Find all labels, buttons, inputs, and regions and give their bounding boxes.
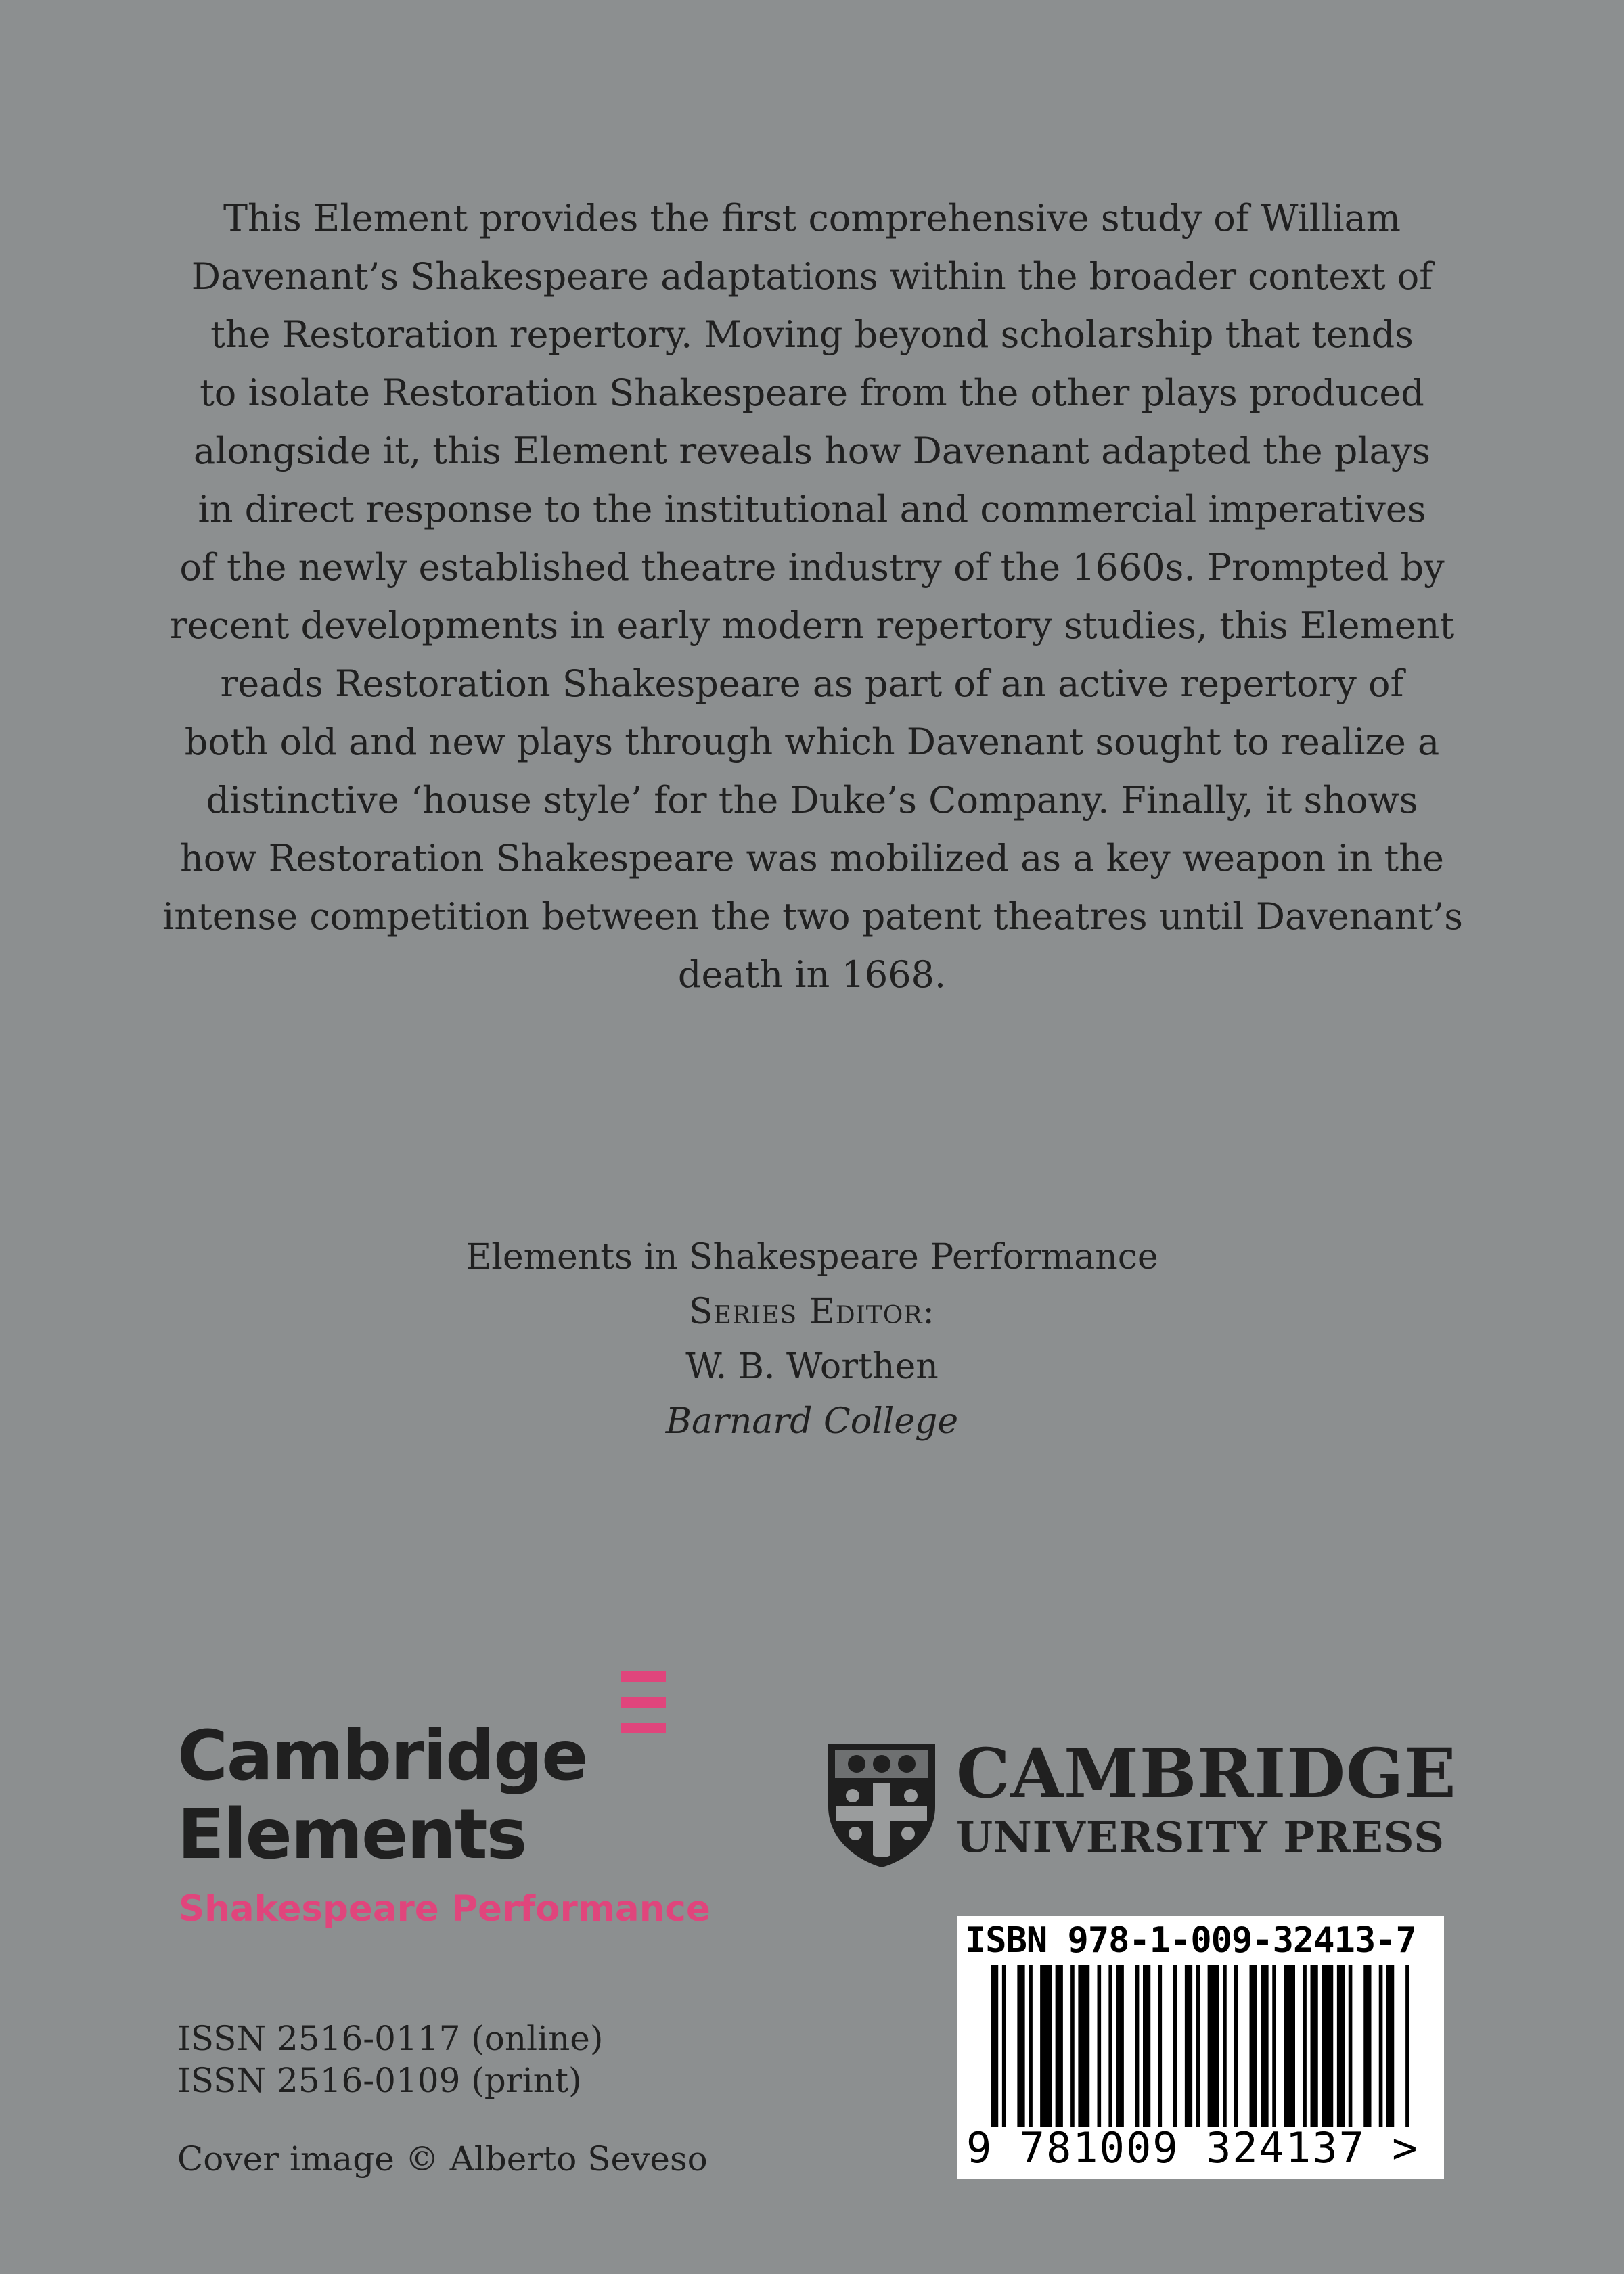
- barcode-bar: [1379, 1965, 1383, 2127]
- barcode-bar: [1056, 1965, 1063, 2127]
- blurb-line: reads Restoration Shakespeare as part of an active repertory of: [220, 662, 1404, 705]
- barcode-bars: [991, 1965, 1417, 2127]
- blurb-line: intense competition between the two patent theatres until Davenant’s: [162, 895, 1463, 938]
- cambridge-elements-line2: Elements: [177, 1794, 526, 1875]
- blurb-text: [162, 189, 1462, 1004]
- blurb-line: the Restoration repertory. Moving beyond scholarship that tends: [210, 313, 1414, 356]
- barcode-digits: 9 781009 324137 >: [966, 2123, 1419, 2173]
- blurb-line: in direct response to the institutional and commercial imperatives: [198, 488, 1426, 530]
- blurb-line: to isolate Restoration Shakespeare from the other plays produced: [200, 371, 1424, 414]
- series-editor-affiliation: Barnard College: [665, 1401, 959, 1442]
- barcode-bar: [1363, 1965, 1371, 2127]
- barcode-bar: [1108, 1965, 1112, 2127]
- publisher-line2: UNIVERSITY PRESS: [956, 1813, 1445, 1862]
- barcode-bar: [1002, 1965, 1006, 2127]
- barcode-bar: [1040, 1965, 1052, 2127]
- isbn-label: ISBN 978-1-009-32413-7: [965, 1920, 1416, 1961]
- cambridge-elements-line1: Cambridge: [177, 1716, 587, 1796]
- blurb-line: how Restoration Shakespeare was mobilized as a key weapon in the: [179, 837, 1444, 880]
- barcode-bar: [1261, 1965, 1268, 2127]
- issn-online: ISSN 2516-0117 (online): [177, 2019, 604, 2058]
- series-title: Elements in Shakespeare Performance: [466, 1237, 1158, 1277]
- barcode-bar: [1017, 1965, 1024, 2127]
- barcode-bar: [1250, 1965, 1257, 2127]
- cambridge-university-press-logo: [956, 1735, 1457, 1864]
- cambridge-elements-subtitle: Shakespeare Performance: [179, 1888, 710, 1930]
- barcode-bar: [1284, 1965, 1295, 2127]
- issn-block: [177, 2018, 651, 2101]
- barcode-bar: [1070, 1965, 1075, 2127]
- university-shield-crest-icon: [826, 1742, 938, 1870]
- barcode-bar: [1158, 1965, 1163, 2127]
- barcode-bar: [1405, 1965, 1409, 2127]
- cover-image-credit: Cover image © Alberto Seveso: [177, 2139, 708, 2179]
- series-editor-label: Series Editor:: [689, 1292, 935, 1332]
- barcode-bar: [1337, 1965, 1345, 2127]
- blurb-line: Davenant’s Shakespeare adaptations within the broader context of: [191, 255, 1433, 298]
- barcode-bar: [1272, 1965, 1276, 2127]
- barcode-bar: [1078, 1965, 1089, 2127]
- series-info: [406, 1230, 1218, 1449]
- blurb-line: of the newly established theatre industry of the 1660s. Prompted by: [179, 546, 1445, 589]
- barcode-bar: [1135, 1965, 1140, 2127]
- barcode-bar: [1116, 1965, 1124, 2127]
- barcode-bar: [1098, 1965, 1102, 2127]
- barcode-bar: [1143, 1965, 1150, 2127]
- issn-print: ISSN 2516-0109 (print): [177, 2061, 582, 2100]
- barcode-bar: [1322, 1965, 1333, 2127]
- barcode-bar: [991, 1965, 998, 2127]
- blurb-line: both old and new plays through which Davenant sought to realize a: [184, 721, 1440, 763]
- barcode-bar: [1208, 1965, 1219, 2127]
- barcode-bar: [1349, 1965, 1353, 2127]
- barcode-bar: [1311, 1965, 1318, 2127]
- blurb-line: This Element provides the first comprehensive study of William: [223, 197, 1401, 240]
- isbn-barcode: [957, 1916, 1444, 2179]
- barcode-bar: [1234, 1965, 1238, 2127]
- cambridge-elements-logo: [177, 1717, 719, 1874]
- blurb-line: recent developments in early modern repertory studies, this Element: [169, 604, 1455, 647]
- publisher-line1: CAMBRIDGE: [956, 1733, 1457, 1813]
- barcode-bar: [1173, 1965, 1177, 2127]
- series-editor-name: W. B. Worthen: [685, 1346, 939, 1387]
- barcode-bar: [1386, 1965, 1394, 2127]
- barcode-bar: [1223, 1965, 1227, 2127]
- blurb-line: death in 1668.: [677, 953, 947, 996]
- barcode-bar: [1196, 1965, 1200, 2127]
- barcode-bar: [1185, 1965, 1192, 2127]
- blurb-line: distinctive ‘house style’ for the Duke’s Company. Finally, it shows: [206, 779, 1418, 821]
- blurb-line: alongside it, this Element reveals how Davenant adapted the plays: [194, 430, 1430, 472]
- barcode-bar: [1303, 1965, 1307, 2127]
- barcode-bar: [1029, 1965, 1033, 2127]
